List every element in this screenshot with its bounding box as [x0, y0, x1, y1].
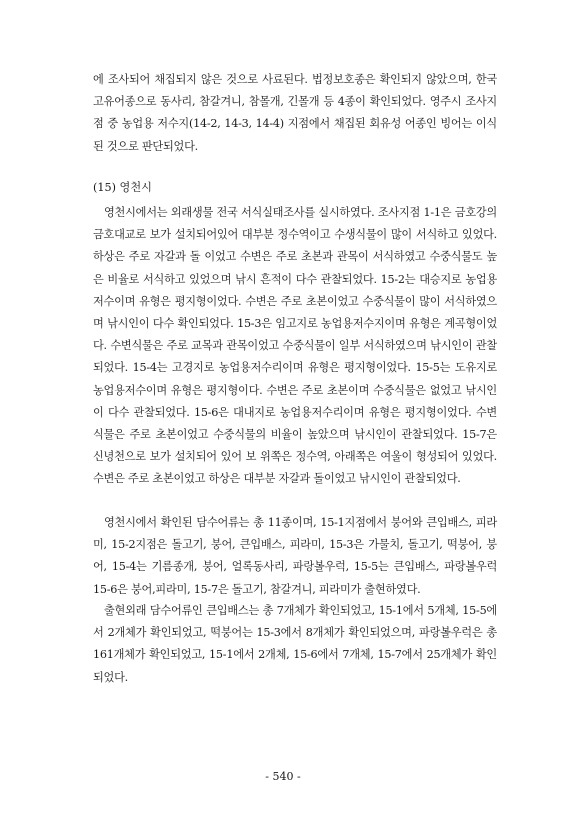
paragraph-survey-sites: 영천시에서는 외래생물 전국 서식실태조사를 실시하였다. 조사지점 1-1은 금호강의 금호대교로 보가 설치되어있어 대부분 정수역이고 수생식물이 많이 서식하고 있었다. 하상은 주로 자갈과 돌 이었고 수변은 주로 초본과 관목이 서식하였고 수중식물도 높은 비율로 서식하고 있었으며 낚시 흔적이 다수 관찰되었다. 15-2는 대승지로 농업용저수이며 유형은 평지형이었다. 수변은 주로 초본이었고 수중식물이 많이 서식하였으며 낚시인이 다수 확인되었다. 15-3은 임고지로 농업용저수지이며 유형은 계곡형이었다. 수변식물은 주로 교목과 관목이었고 수중식물이 일부 서식하였으며 낚시인이 관찰되었다. 15-4는 고경지로 농업용저수리이며 유형은 평지형이었다. 15-5는 도유지로 농업용저수이며 유형은 평지형이다. 수변은 주로 초본이며 수중식물은 없었고 낚시인이 다수 관찰되었다. 15-6은 대내지로 농업용저수리이며 유형은 평지형이었다. 수변식물은 주로 초본이었고 수중식물의 비율이 높았으며 낚시인이 관찰되었다. 15-7은 신녕천으로 보가 설치되어 있어 보 위쪽은 정수역, 아래쪽은 여울이 형성되어 있었다. 수변은 주로 초본이었고 하상은 대부분 자갈과 돌이었고 낚시인이 관찰되었다. [93, 206, 497, 486]
paragraph-yeongju-summary: 에 조사되어 채집되지 않은 것으로 사료된다. 법정보호종은 확인되지 않았으며, 한국고유어종으로 동사리, 참갈겨니, 참몰개, 긴몰개 등 4종이 확인되었다. 영주시 조사지점 중 농업용 저수지(14-2, 14-3, 14-4) 지점에서 채집된 회유성 어종인 빙어는 이식된 것으로 판단되었다. [93, 73, 497, 153]
paragraph-species-found: 영천시에서 확인된 담수어류는 총 11종이며, 15-1지점에서 붕어와 큰입배스, 피라미, 15-2지점은 돌고기, 붕어, 큰입배스, 피라미, 15-3은 가물치, 돌고기, 떡붕어, 붕어, 15-4는 기름종개, 붕어, 얼록동사리, 파랑볼우럭, 15-5는 큰입배스, 파랑볼우럭 15-6은 붕어,피라미, 15-7은 돌고기, 참갈겨니, 피라미가 출현하였다. [93, 516, 497, 596]
section-heading: (15) 영천시 [93, 181, 152, 194]
page-number: - 540 - [265, 770, 301, 783]
paragraph-invasive-species: 출현외래 담수어류인 큰입배스는 총 7개체가 확인되었고, 15-1에서 5개체, 15-5에서 2개체가 확인되었고, 떡붕어는 15-3에서 8개체가 확인되었으며, 파랑볼우럭은 총 161개체가 확인되었고, 15-1에서 2개체, 15-6에서 7개체, 15-7에서 25개체가 확인되었다. [93, 604, 497, 684]
